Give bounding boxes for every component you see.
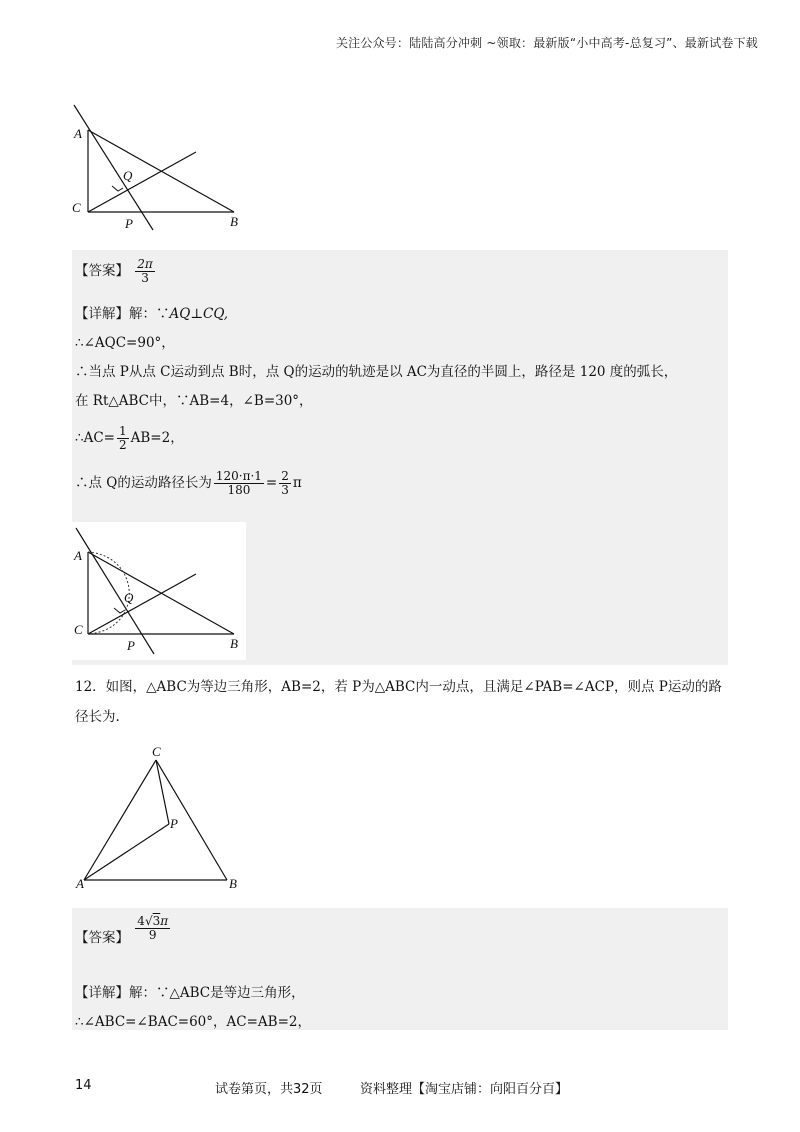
answer-11 [75,258,157,285]
label-a: A [74,126,82,141]
question-12-line-1: 12．如图，△ABC为等边三角形，AB=2，若 P为△ABC内一动点，且满足∠PAB=∠ACP，则点 P运动的路 [75,679,722,695]
label-a: A [74,548,82,563]
detail-12-line-1: 【详解】解：∵△ABC是等边三角形， [75,985,305,1001]
figure-3-equilateral [72,740,252,892]
detail-12-line-2: ∴∠ABC=∠BAC=60°，AC=AB=2， [75,1014,311,1030]
source-note: 资料整理【淘宝店铺：向阳百分百】 [360,1082,569,1097]
answer-12-fraction: $\frac{4√3\pi}{9}$ [137,914,169,942]
figure-1-triangle [68,100,278,235]
label-b: B [230,214,238,229]
detail-11-line-1: 【详解】解：∵AQ⊥CQ, [75,306,229,322]
detail-11-line-5: ∴AC= $\frac{1}{2}$ AB=2， [75,424,184,452]
page-header: 关注公众号：陆陆高分冲刺 ~领取：最新版“小中高考-总复习”、最新试卷下载 [335,36,758,50]
answer-label: 【答案】 [75,263,129,279]
answer-label: 【答案】 [75,930,129,946]
label-b: B [230,636,238,651]
label-c: C [72,200,81,215]
label-q: Q [123,168,133,183]
page-info: 试卷第页，共32页 [215,1082,323,1097]
detail-11-line-3: ∴当点 P从点 C运动到点 B时，点 Q的运动的轨迹是以 AC为直径的半圆上，路径是 120 度的弧长， [75,364,678,380]
answer-12 [75,914,172,946]
detail-11-line-4: 在 Rt△ABC中，∵AB=4，∠B=30°， [75,393,313,409]
page-number: 14 [75,1078,92,1093]
label-c: C [152,744,161,759]
label-a: A [76,876,84,891]
label-c: C [74,622,83,637]
detail-11-line-2: ∴∠AQC=90°， [75,335,175,351]
label-p: P [125,216,133,231]
label-q: Q [124,590,134,605]
label-p: P [127,638,135,653]
detail-11-line-6: ∴点 Q的运动路径长为 $\frac{120\cdot\pi\cdot 1}{180}$ = $\frac{2}{3}$ π [75,469,302,497]
question-12-line-2: 径长为. [75,709,120,725]
figure-2-triangle-arc [72,522,246,660]
label-b: B [229,876,237,891]
answer-11-fraction: $\frac{2\pi}{3}$ [137,257,153,285]
label-p: P [170,816,178,831]
